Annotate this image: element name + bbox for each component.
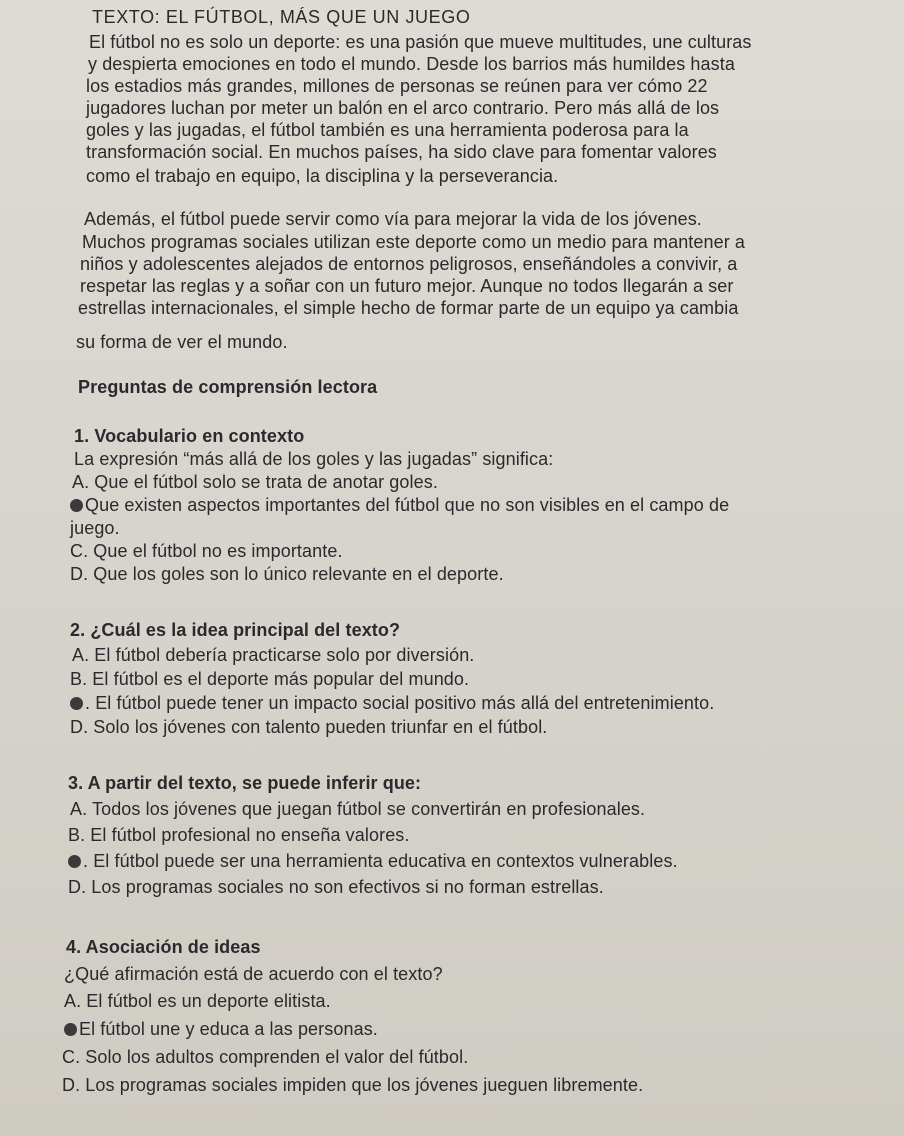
question-2-heading: 2. ¿Cuál es la idea principal del texto?: [70, 620, 401, 640]
section-heading: Preguntas de comprensión lectora: [78, 377, 378, 397]
selected-answer-mark: [68, 855, 81, 868]
paragraph-1-line: goles y las jugadas, el fútbol también es una herramienta poderosa para la: [86, 120, 689, 140]
q1-option-b-continued: juego.: [70, 518, 120, 538]
question-1-heading: 1. Vocabulario en contexto: [74, 426, 305, 446]
q2-option-a: A. El fútbol debería practicarse solo por diversión.: [72, 645, 475, 665]
paragraph-1-line: y despierta emociones en todo el mundo. Desde los barrios más humildes hasta: [88, 54, 735, 74]
q2-option-b: B. El fútbol es el deporte más popular del mundo.: [70, 669, 470, 689]
paragraph-2-line: niños y adolescentes alejados de entornos peligrosos, enseñándoles a convivir, a: [80, 254, 738, 274]
selected-answer-mark: [70, 697, 83, 710]
paragraph-2-line: Muchos programas sociales utilizan este deporte como un medio para mantener a: [82, 232, 746, 252]
q3-option-c: [68, 850, 678, 872]
q4-option-d: D. Los programas sociales impiden que los jóvenes jueguen libremente.: [62, 1075, 644, 1095]
selected-answer-mark: [70, 499, 83, 512]
paragraph-2-line: estrellas internacionales, el simple hecho de formar parte de un equipo ya cambia: [78, 298, 739, 318]
q4-option-b: [64, 1018, 378, 1040]
q3-option-d: D. Los programas sociales no son efectivos si no forman estrellas.: [68, 877, 604, 897]
paragraph-2-line: respetar las reglas y a soñar con un futuro mejor. Aunque no todos llegarán a ser: [80, 276, 734, 296]
question-1-prompt: La expresión “más allá de los goles y las jugadas” significa:: [74, 449, 554, 469]
paragraph-1-line: transformación social. En muchos países, ha sido clave para fomentar valores: [86, 142, 717, 162]
q4-option-b-text: El fútbol une y educa a las personas.: [79, 1019, 378, 1039]
paragraph-1-line: jugadores luchan por meter un balón en el arco contrario. Pero más allá de los: [86, 98, 720, 118]
q2-option-c: [70, 692, 714, 714]
q1-option-b: [70, 494, 729, 516]
text-title: TEXTO: EL FÚTBOL, MÁS QUE UN JUEGO: [92, 7, 471, 27]
q1-option-b-text: Que existen aspectos importantes del fútbol que no son visibles en el campo de: [85, 495, 730, 515]
selected-answer-mark: [64, 1023, 77, 1036]
q1-option-c: C. Que el fútbol no es importante.: [70, 541, 343, 561]
q2-option-d: D. Solo los jóvenes con talento pueden triunfar en el fútbol.: [70, 717, 548, 737]
question-4-heading: 4. Asociación de ideas: [66, 937, 261, 957]
question-4-prompt: ¿Qué afirmación está de acuerdo con el texto?: [64, 964, 443, 984]
q4-option-c: C. Solo los adultos comprenden el valor del fútbol.: [62, 1047, 469, 1067]
q1-option-d: D. Que los goles son lo único relevante en el deporte.: [70, 564, 504, 584]
paragraph-1-line: El fútbol no es solo un deporte: es una pasión que mueve multitudes, une culturas: [89, 32, 752, 52]
q1-option-a: A. Que el fútbol solo se trata de anotar goles.: [72, 472, 438, 492]
q3-option-b: B. El fútbol profesional no enseña valores.: [68, 825, 410, 845]
paragraph-2-line: Además, el fútbol puede servir como vía para mejorar la vida de los jóvenes.: [84, 209, 702, 229]
q4-option-a: A. El fútbol es un deporte elitista.: [64, 991, 331, 1011]
paragraph-1-line: los estadios más grandes, millones de personas se reúnen para ver cómo 22: [86, 76, 708, 96]
q3-option-c-text: . El fútbol puede ser una herramienta educativa en contextos vulnerables.: [83, 851, 678, 871]
q3-option-a: A. Todos los jóvenes que juegan fútbol se convertirán en profesionales.: [70, 799, 646, 819]
paragraph-2-line: su forma de ver el mundo.: [76, 332, 288, 352]
paragraph-1-line: como el trabajo en equipo, la disciplina y la perseverancia.: [86, 166, 559, 186]
question-3-heading: 3. A partir del texto, se puede inferir que:: [68, 773, 422, 793]
q2-option-c-text: . El fútbol puede tener un impacto social positivo más allá del entretenimiento.: [85, 693, 715, 713]
